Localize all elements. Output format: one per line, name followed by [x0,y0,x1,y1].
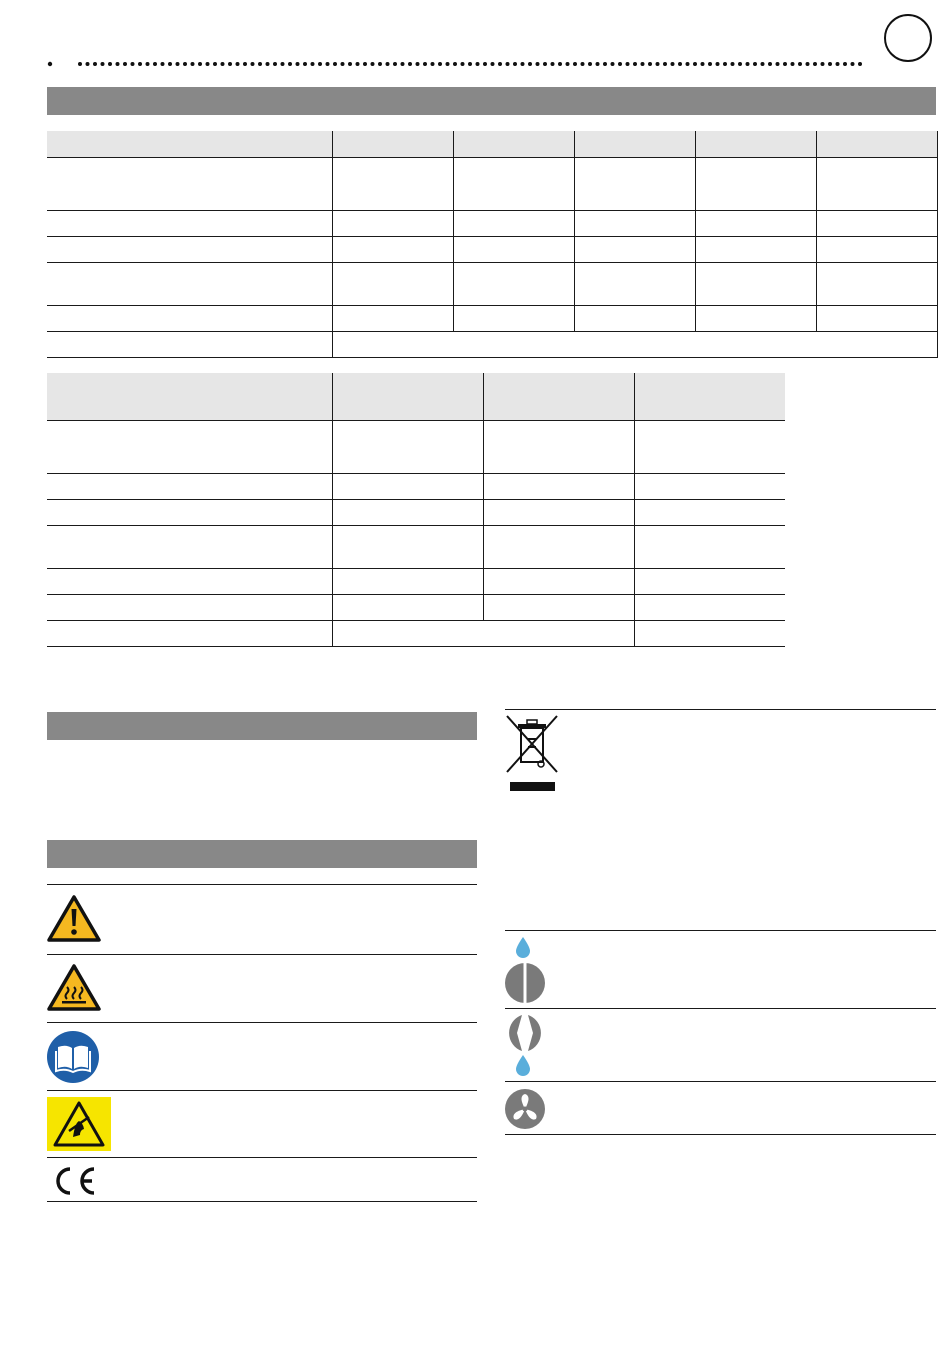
divider [47,954,477,955]
table-cell [695,262,816,305]
weee-bin-icon [503,714,561,792]
section-header-bar [47,87,936,115]
table-cell [47,568,332,594]
esd-sensitive-icon [47,1097,111,1151]
table-cell [332,373,483,420]
divider [505,1081,936,1082]
spec-table-1 [47,131,938,358]
table-row [47,499,785,525]
table-cell [453,262,574,305]
table-row [47,236,937,262]
table-cell [483,568,634,594]
table-cell [574,210,695,236]
table-cell [816,157,937,210]
table-header-row [47,131,937,157]
divider [47,884,477,885]
table-row [47,525,785,568]
warning-triangle-icon [46,894,102,944]
table-cell [483,594,634,620]
table-cell [332,305,453,331]
fan-icon [504,1088,546,1130]
table-cell [634,568,785,594]
table-cell [695,236,816,262]
table-cell [634,620,785,646]
water-drop-icon [515,936,531,958]
table-cell [453,236,574,262]
table-cell [634,373,785,420]
table-cell [47,305,332,331]
divider [505,709,936,710]
divider [47,1090,477,1091]
divider [47,1022,477,1023]
table-row [47,568,785,594]
hot-surface-icon [46,963,102,1013]
table-cell [483,420,634,473]
table-cell [453,157,574,210]
water-drop-icon [515,1054,531,1076]
table-cell [332,594,483,620]
table-cell [816,210,937,236]
table-cell [47,594,332,620]
table-cell [47,331,332,357]
table-cell [634,420,785,473]
table-cell [634,499,785,525]
table-cell [574,131,695,157]
table-cell [634,525,785,568]
table-cell [483,499,634,525]
table-cell [816,131,937,157]
table-cell [634,594,785,620]
table-row [47,620,785,646]
table-row [47,420,785,473]
table-cell [47,236,332,262]
table-row [47,331,937,357]
divider [505,930,936,931]
table-row [47,262,937,305]
table-cell [47,473,332,499]
table-row [47,210,937,236]
section-header-bar [47,840,477,868]
table-cell [453,210,574,236]
dotted-rule [46,60,876,68]
table-cell [574,262,695,305]
table-cell [47,499,332,525]
table-cell [47,525,332,568]
table-cell [816,236,937,262]
table-cell [47,262,332,305]
table-cell [332,568,483,594]
table-cell [483,473,634,499]
table-cell [816,262,937,305]
page-number-badge [884,14,932,62]
table-cell [332,236,453,262]
table-cell [47,131,332,157]
table-row [47,473,785,499]
table-cell [483,373,634,420]
table-cell [634,473,785,499]
table-row [47,594,785,620]
table-cell [453,131,574,157]
table-cell [47,157,332,210]
divider [47,1201,477,1202]
table-cell [483,525,634,568]
table-cell [47,620,332,646]
table-header-row [47,373,785,420]
table-cell [47,210,332,236]
table-cell-merged [332,331,937,357]
table-cell [695,210,816,236]
table-cell [332,499,483,525]
table-row [47,305,937,331]
spec-table-2 [47,373,785,647]
table-cell [332,525,483,568]
table-cell [332,473,483,499]
table-cell [453,305,574,331]
table-cell [574,236,695,262]
divider [47,1157,477,1158]
table-cell [332,262,453,305]
table-cell [695,305,816,331]
table-cell [47,420,332,473]
divider [505,1008,936,1009]
table-cell [332,210,453,236]
table-cell [332,420,483,473]
divider [505,1134,936,1135]
table-cell [695,157,816,210]
table-cell [695,131,816,157]
section-header-bar [47,712,477,740]
table-row [47,157,937,210]
table-cell [574,305,695,331]
table-cell [816,305,937,331]
table-cell [574,157,695,210]
half-circle-icon [504,962,546,1004]
table-cell-merged [332,620,634,646]
table-cell [332,131,453,157]
read-manual-icon [46,1030,100,1084]
table-cell [47,373,332,420]
table-cell [332,157,453,210]
split-circle-icon [504,1014,546,1052]
ce-mark-icon [50,1166,98,1196]
